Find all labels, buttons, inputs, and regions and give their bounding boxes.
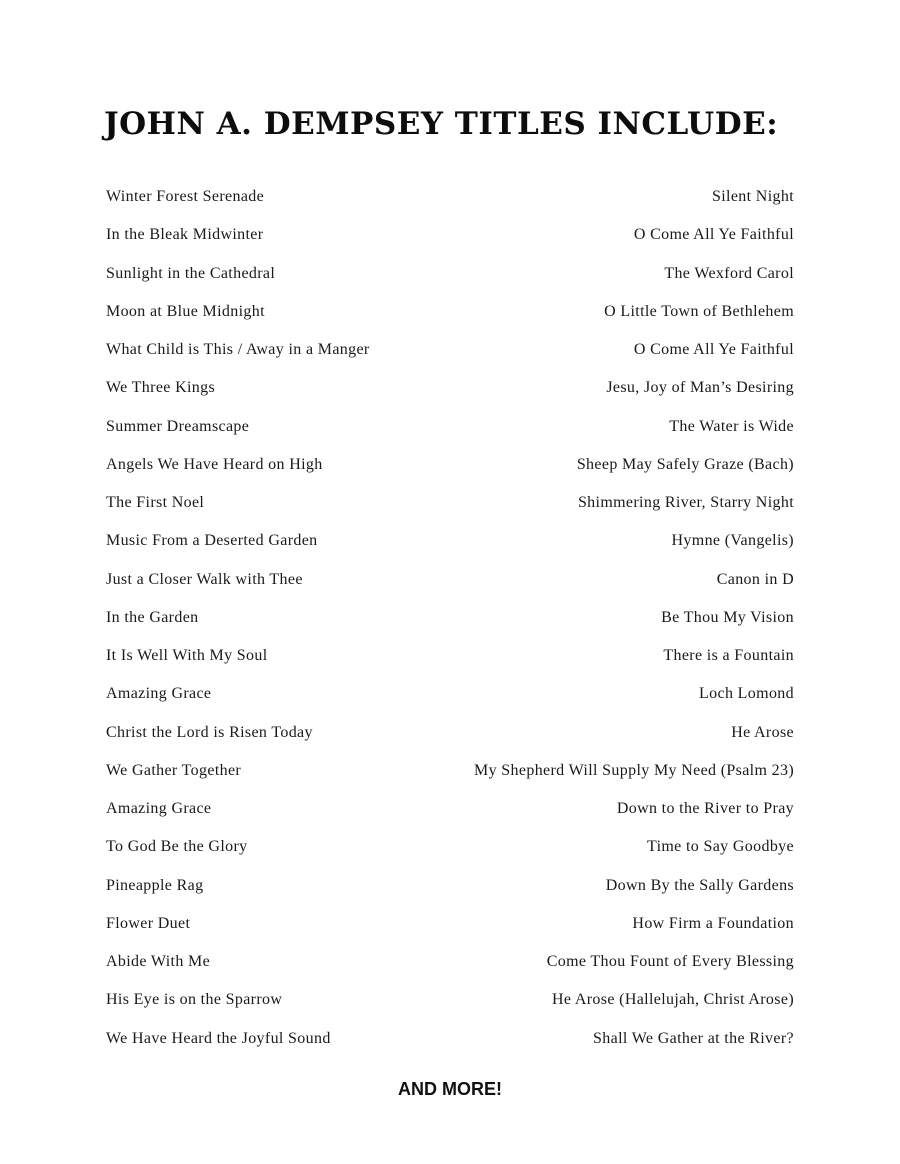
title-left: Angels We Have Heard on High	[106, 455, 323, 473]
title-left: Amazing Grace	[106, 800, 212, 817]
title-row	[106, 948, 794, 986]
title-left: We Three Kings	[106, 379, 216, 397]
title-row	[106, 719, 794, 757]
title-right: He Arose	[731, 723, 794, 741]
title-left: In the Garden	[106, 608, 199, 626]
title-left: Christ the Lord is Risen Today	[106, 723, 313, 741]
title-row	[106, 451, 794, 489]
title-right: Jesu, Joy of Man’s Desiring	[606, 379, 794, 397]
title-row	[106, 298, 794, 336]
title-row	[106, 1025, 794, 1063]
title-right: How Firm a Foundation	[632, 914, 794, 932]
title-row	[106, 795, 794, 833]
title-left: We Gather Together	[106, 761, 242, 779]
title-left: Abide With Me	[106, 953, 211, 970]
title-left: Just a Closer Walk with Thee	[106, 570, 303, 588]
title-row	[106, 489, 794, 527]
title-right: Loch Lomond	[699, 685, 794, 703]
title-row	[106, 604, 794, 642]
title-left: Amazing Grace	[106, 685, 212, 703]
title-left: Winter Forest Serenade	[106, 188, 265, 205]
title-row	[106, 413, 794, 451]
title-right: Shimmering River, Starry Night	[577, 494, 794, 511]
title-right: Hymne (Vangelis)	[671, 532, 794, 550]
title-right: He Arose (Hallelujah, Christ Arose)	[552, 991, 794, 1009]
title-right: Come Thou Fount of Every Blessing	[546, 953, 794, 970]
title-left: In the Bleak Midwinter	[106, 226, 264, 244]
title-row	[106, 374, 794, 412]
title-row	[106, 833, 794, 871]
title-right: The Wexford Carol	[664, 264, 794, 282]
title-left: The First Noel	[106, 494, 205, 511]
title-right: Canon in D	[716, 570, 794, 588]
title-row	[106, 680, 794, 718]
title-left: Summer Dreamscape	[106, 417, 250, 435]
title-left: We Have Heard the Joyful Sound	[106, 1029, 331, 1047]
footer-note: AND MORE!	[398, 1079, 502, 1099]
title-left: Pineapple Rag	[106, 876, 204, 894]
title-right: Shall We Gather at the River?	[593, 1029, 794, 1047]
title-row	[106, 872, 794, 910]
title-row	[106, 260, 794, 298]
title-right: O Little Town of Bethlehem	[604, 302, 794, 320]
title-right: Down By the Sally Gardens	[605, 876, 794, 894]
title-left: Music From a Deserted Garden	[106, 532, 318, 550]
title-left: Flower Duet	[106, 914, 191, 932]
title-right: Time to Say Goodbye	[647, 838, 794, 856]
title-row	[106, 910, 794, 948]
title-list	[106, 183, 794, 1063]
title-left: His Eye is on the Sparrow	[106, 991, 283, 1009]
title-right: The Water is Wide	[669, 417, 794, 435]
title-left: To God Be the Glory	[106, 838, 248, 856]
title-row	[106, 527, 794, 565]
title-row	[106, 221, 794, 259]
title-right: There is a Fountain	[663, 647, 794, 664]
title-right: Silent Night	[712, 188, 794, 205]
title-right: Down to the River to Pray	[616, 800, 794, 817]
title-right: O Come All Ye Faithful	[633, 226, 794, 244]
title-left: What Child is This / Away in a Manger	[106, 341, 370, 358]
title-row	[106, 642, 794, 680]
title-row	[106, 336, 794, 374]
title-right: Be Thou My Vision	[661, 608, 794, 626]
title-right: My Shepherd Will Supply My Need (Psalm 23)	[474, 761, 794, 779]
title-row	[106, 183, 794, 221]
title-row	[106, 986, 794, 1024]
title-right: Sheep May Safely Graze (Bach)	[576, 455, 794, 473]
title-row	[106, 757, 794, 795]
title-left: Sunlight in the Cathedral	[106, 264, 276, 282]
title-row	[106, 566, 794, 604]
title-left: Moon at Blue Midnight	[106, 302, 265, 320]
title-left: It Is Well With My Soul	[106, 647, 268, 664]
page-title: JOHN A. DEMPSEY TITLES INCLUDE:	[104, 106, 779, 142]
title-right: O Come All Ye Faithful	[633, 341, 794, 358]
